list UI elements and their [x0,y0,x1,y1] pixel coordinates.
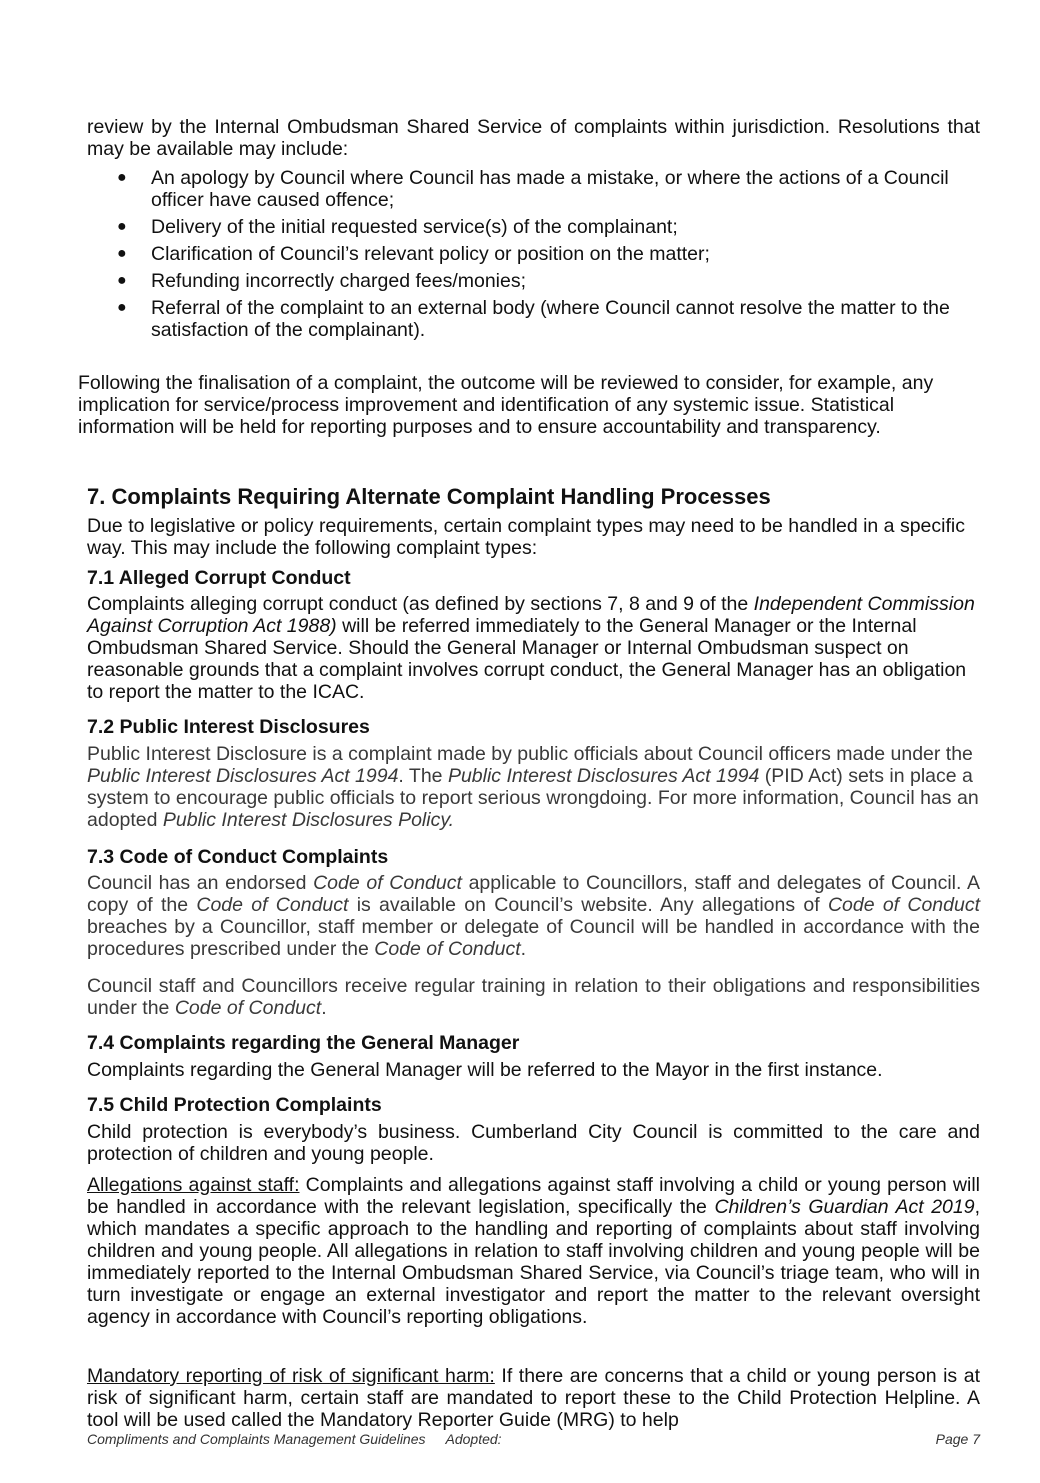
mandatory-reporting-paragraph: Mandatory reporting of risk of significant harm: If there are concerns that a child or young person is at risk of significant harm, certain staff are mandated to report these to the Child Protection Helpline. A tool will be used called the Mandatory Reporter Guide (MRG) to help [87,1365,981,1431]
bullet-icon: ● [117,218,127,235]
section-7-3-training: Council staff and Councillors receive regular training in relation to their obligations and responsibilities under the Code of Conduct. [87,975,980,1019]
section-7-intro: Due to legislative or policy requirements, certain complaint types may need to be handled in a specific way. This may include the following complaint types: [87,515,965,559]
section-7-4-heading: 7.4 Complaints regarding the General Manager [87,1032,520,1054]
footer-title: Compliments and Complaints Management Guidelines [87,1431,426,1447]
section-7-3-heading: 7.3 Code of Conduct Complaints [87,846,389,868]
following-paragraph: Following the finalisation of a complaint, the outcome will be reviewed to consider, for example, any implication for service/process improvement and identification of any systemic issue. Statistical information will be held for reporting purposes and to ensure accountability and transparency. [78,372,934,438]
section-7-5-heading: 7.5 Child Protection Complaints [87,1094,382,1116]
section-7-1-text: Complaints alleging corrupt conduct (as defined by sections 7, 8 and 9 of the Independent Commission Against Corruption Act 1988) will be referred immediately to the General Manager or the Internal Ombudsman Shared Service. Should the General Manager or Internal Ombudsman suspect on reasonable grounds that a complaint involves corrupt conduct, the General Manager has an obligation to report the matter to the ICAC. [87,593,975,703]
section-7-heading: 7. Complaints Requiring Alternate Complaint Handling Processes [87,484,771,509]
list-item: ● Clarification of Council’s relevant policy or position on the matter; [117,243,710,265]
footer-adopted: Adopted: [445,1431,502,1447]
page-footer [87,1431,980,1447]
resolutions-list [87,167,980,346]
allegations-paragraph: Allegations against staff: Complaints and allegations against staff involving a child or young person will be handled in accordance with the relevant legislation, specifically the Children’s Guardian Act 2019, which mandates a specific approach to the handling and reporting of complaints about staff involving children and young people. All allegations in relation to staff involving children and young people will be immediately reported to the Internal Ombudsman Shared Service, via Council’s triage team, who will in turn investigate or engage an external investigator and report the matter to the relevant oversight agency in accordance with Council’s reporting obligations. [87,1174,980,1328]
section-7-5-intro: Child protection is everybody’s business. Cumberland City Council is committed to the care and protection of children and young people. [87,1121,980,1165]
list-item: ● Refunding incorrectly charged fees/monies; [117,270,527,292]
section-7-2-heading: 7.2 Public Interest Disclosures [87,716,370,738]
page-number: Page 7 [935,1431,980,1447]
section-7-3-text: Council has an endorsed Code of Conduct applicable to Councillors, staff and delegates of Council. A copy of the Code of Conduct is available on Council’s website. Any allegations of Code of Conduct breaches by a Councillor, staff member or delegate of Council will be handled in accordance with the procedures prescribed under the Code of Conduct. [87,872,980,960]
list-item: ● An apology by Council where Council has made a mistake, or where the actions of a Council officer have caused offence; [117,167,949,211]
section-7-2-text: Public Interest Disclosure is a complaint made by public officials about Council officers made under the Public Interest Disclosures Act 1994. The Public Interest Disclosures Act 1994 (PID Act) sets in place a system to encourage public officials to report serious wrongdoing. For more information, Council has an adopted Public Interest Disclosures Policy. [87,743,979,831]
intro-paragraph: review by the Internal Ombudsman Shared Service of complaints within jurisdiction. Resolutions that may be available may include: [87,116,980,160]
bullet-icon: ● [117,169,127,186]
list-item: ● Delivery of the initial requested service(s) of the complainant; [117,216,678,238]
list-item: ● Referral of the complaint to an external body (where Council cannot resolve the matter to the satisfaction of the complainant). [117,297,950,341]
bullet-icon: ● [117,299,127,316]
section-7-1-heading: 7.1 Alleged Corrupt Conduct [87,567,351,589]
bullet-icon: ● [117,272,127,289]
bullet-icon: ● [117,245,127,262]
section-7-4-text: Complaints regarding the General Manager will be referred to the Mayor in the first instance. [87,1059,883,1081]
